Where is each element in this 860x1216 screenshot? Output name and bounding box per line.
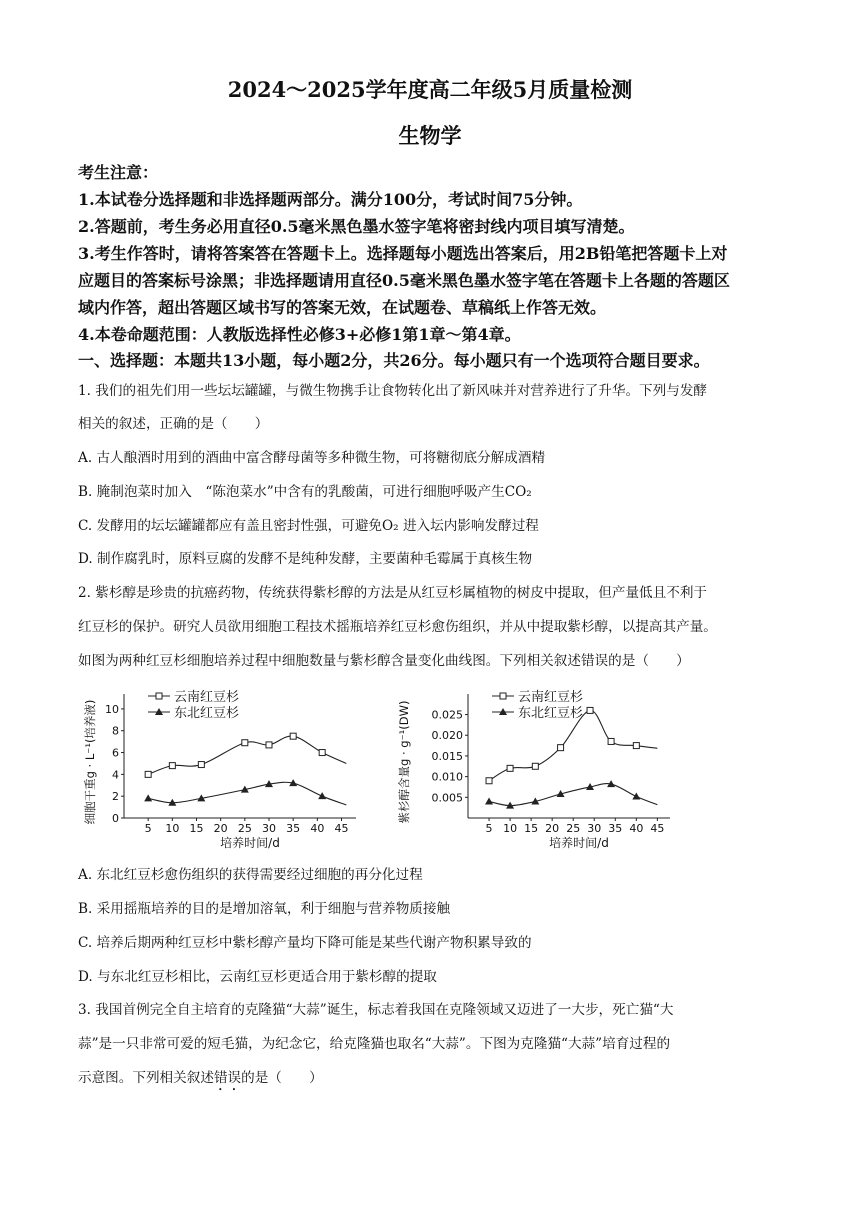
x-tick-label: 25 <box>566 822 581 835</box>
q1-option-d: D. 制作腐乳时，原料豆腐的发酵不是纯种发酵，主要菌种毛霉属于真核生物 <box>78 551 533 567</box>
q1-option-a: A. 古人酿酒时用到的酒曲中富含酵母菌等多种微生物，可将糖彻底分解成酒精 <box>78 450 546 466</box>
legend-label: 东北红豆杉 <box>518 706 584 721</box>
data-point-square <box>266 742 272 748</box>
data-point-triangle <box>144 794 152 801</box>
y-tick-label: 0.025 <box>431 708 463 722</box>
y-tick-label: 2 <box>112 790 119 804</box>
notice-item-3-cont: 应题目的答案标号涂黑；非选择题请用直径0.5毫米黑色墨水签字笔在答题卡上各题的答题区 <box>78 271 730 290</box>
x-tick-label: 5 <box>485 822 493 835</box>
q3-stem: 3. 我国首例完全自主培育的克隆猫“大蒜”诞生，标志着我国在克隆领域又迈进了一大步，死亡猫“大 <box>78 1002 674 1018</box>
data-point-square <box>198 762 204 768</box>
y-tick-label: 0.015 <box>431 749 463 763</box>
x-tick-label: 20 <box>545 822 560 835</box>
series-line-2 <box>148 782 346 805</box>
q2-stem: 2. 紫杉醇是珍贵的抗癌药物，传统获得紫杉醇的方法是从红豆杉属植物的树皮中提取，但产量低且不利于 <box>78 585 708 601</box>
q2-option-c: C. 培养后期两种红豆杉中紫杉醇产量均下降可能是某些代谢产物积累导致的 <box>78 935 532 951</box>
notice-item-1: 1.本试卷分选择题和非选择题两部分。满分100分，考试时间75分钟。 <box>78 190 583 209</box>
y-tick-label: 4 <box>112 768 119 782</box>
x-tick-label: 15 <box>524 822 539 835</box>
notice-heading: 考生注意： <box>78 163 159 182</box>
data-point-square <box>532 763 538 769</box>
x-tick-label: 45 <box>650 822 665 835</box>
series-line-2 <box>489 784 657 806</box>
notice-item-3: 3.考生作答时，请将答案答在答题卡上。选择题每小题选出答案后，用2B铅笔把答题卡上对 <box>78 244 728 263</box>
q2-option-a: A. 东北红豆杉愈伤组织的获得需要经过细胞的再分化过程 <box>78 867 423 883</box>
y-axis-label: 细胞干重g · L⁻¹(培养液) <box>83 699 97 825</box>
q3-stem-cont: 蒜”是一只非常可爱的短毛猫，为纪念它，给克隆猫也取名“大蒜”。下图为克隆猫“大蒜”培育过程的 <box>78 1036 671 1052</box>
cell-dry-weight-chart <box>78 680 368 850</box>
data-point-triangle <box>485 797 493 804</box>
q2-option-b: B. 采用摇瓶培养的目的是增加溶氧，利于细胞与营养物质接触 <box>78 901 451 917</box>
data-point-square <box>145 771 151 777</box>
x-tick-label: 35 <box>608 822 623 835</box>
x-tick-label: 35 <box>286 822 301 835</box>
y-tick-label: 0 <box>112 812 119 825</box>
legend-square-marker <box>156 693 162 699</box>
x-tick-label: 5 <box>144 822 152 835</box>
section-heading: 一、选择题：本题共13小题，每小题2分，共26分。每小题只有一个选项符合题目要求。 <box>78 351 710 370</box>
x-tick-label: 25 <box>237 822 252 835</box>
q2-stem-cont2: 如图为两种红豆杉细胞培养过程中细胞数量与紫杉醇含量变化曲线图。下列相关叙述错误的是（ ） <box>78 653 690 669</box>
q2-stem-cont: 红豆杉的保护。研究人员欲用细胞工程技术摇瓶培养红豆杉愈伤组织，并从中提取紫杉醇，以提高其产量。 <box>78 619 717 635</box>
data-point-square <box>290 733 296 739</box>
x-tick-label: 40 <box>310 822 325 835</box>
x-tick-label: 15 <box>189 822 204 835</box>
y-tick-label: 8 <box>112 724 119 738</box>
data-point-square <box>608 738 614 744</box>
paclitaxel-content-chart <box>392 680 682 850</box>
legend-label: 云南红豆杉 <box>174 690 240 705</box>
x-axis-label: 培养时间/d <box>549 836 609 850</box>
x-axis-label: 培养时间/d <box>220 836 280 850</box>
legend-square-marker <box>500 693 506 699</box>
y-tick-label: 0.005 <box>431 791 463 805</box>
data-point-square <box>486 778 492 784</box>
q3-stem-cont2 <box>78 1066 323 1094</box>
data-point-triangle <box>632 792 640 799</box>
notice-item-3-cont2: 域内作答，超出答题区域书写的答案无效，在试题卷、草稿纸上作答无效。 <box>78 298 607 317</box>
data-point-square <box>242 740 248 746</box>
q3-stem-pre: 示意图。下列相关叙述 <box>78 1070 214 1086</box>
legend-label: 云南红豆杉 <box>518 690 584 705</box>
x-tick-label: 20 <box>213 822 228 835</box>
q1-option-c: C. 发酵用的坛坛罐罐都应有盖且密封性强，可避免O₂ 进入坛内影响发酵过程 <box>78 518 539 534</box>
y-tick-label: 10 <box>105 702 119 716</box>
q3-stem-post: 的是（ ） <box>241 1070 323 1086</box>
data-point-square <box>587 707 593 713</box>
data-point-square <box>558 745 564 751</box>
x-tick-label: 30 <box>587 822 602 835</box>
notice-item-2: 2.答题前，考生务必用直径0.5毫米黑色墨水签字笔将密封线内项目填写清楚。 <box>78 217 635 236</box>
y-axis-label: 紫杉醇含量g · g⁻¹(DW) <box>397 700 411 824</box>
data-point-square <box>169 763 175 769</box>
x-tick-label: 40 <box>629 822 644 835</box>
data-point-triangle <box>318 792 326 799</box>
subject-title: 生物学 <box>398 123 462 148</box>
x-tick-label: 10 <box>503 822 518 835</box>
y-tick-label: 0.010 <box>431 770 463 784</box>
q1-stem: 1. 我们的祖先们用一些坛坛罐罐，与微生物携手让食物转化出了新风味并对营养进行了升华。下列与发酵 <box>78 383 708 399</box>
y-tick-label: 6 <box>112 746 119 760</box>
data-point-square <box>319 750 325 756</box>
q1-option-b: B. 腌制泡菜时加入 “陈泡菜水”中含有的乳酸菌，可进行细胞呼吸产生CO₂ <box>78 484 532 500</box>
exam-title: 2024～2025学年度高二年级5月质量检测 <box>227 77 633 102</box>
x-tick-label: 30 <box>262 822 276 835</box>
y-tick-label: 0.020 <box>431 729 463 743</box>
legend-label: 东北红豆杉 <box>174 706 240 721</box>
data-point-square <box>507 765 513 771</box>
data-point-square <box>633 743 639 749</box>
q1-stem-cont: 相关的叙述，正确的是（ ） <box>78 416 269 432</box>
x-tick-label: 10 <box>165 822 180 835</box>
q3-stem-emphasis: 错误 <box>213 1070 242 1086</box>
q2-option-d: D. 与东北红豆杉相比，云南红豆杉更适合用于紫杉醇的提取 <box>78 969 437 985</box>
notice-item-4: 4.本卷命题范围：人教版选择性必修3+必修1第1章～第4章。 <box>78 325 521 344</box>
x-tick-label: 45 <box>334 822 349 835</box>
